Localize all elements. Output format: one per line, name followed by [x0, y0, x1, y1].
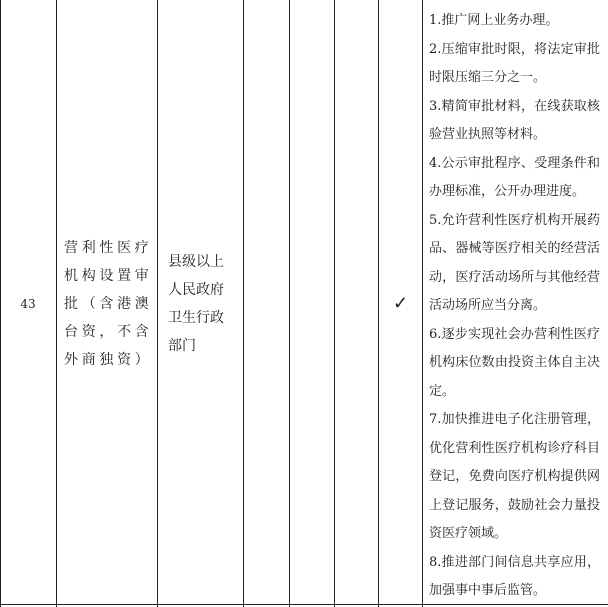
- empty-cell-3: [335, 0, 378, 607]
- empty-cell-2: [290, 0, 334, 607]
- measure-item: 3.精简审批材料，在线获取核验营业执照等材料。: [429, 98, 600, 142]
- department-name: 县级以上人民政府卫生行政部门: [168, 253, 224, 354]
- measure-item: 1.推广网上业务办理。: [429, 13, 559, 28]
- department-cell: [158, 0, 243, 607]
- reform-measures-cell: [423, 0, 608, 607]
- row-number-cell: [0, 0, 56, 607]
- measure-item: 2.压缩审批时限，将法定审批时限压缩三分之一。: [429, 41, 600, 85]
- project-name-cell: [56, 0, 157, 607]
- measure-item: 5.允许营利性医疗机构开展药品、器械等医疗相关的经营活动，医疗活动场所与其他经营活动场所应当分离。: [429, 212, 600, 313]
- row-number: 43: [20, 296, 36, 311]
- empty-cell-1: [244, 0, 289, 607]
- check-cell: [379, 0, 422, 607]
- measure-item: 6.逐步实现社会办营利性医疗机构床位数由投资主体自主决定。: [429, 326, 600, 399]
- measure-item: 4.公示审批程序、受理条件和办理标准，公开办理进度。: [429, 155, 600, 199]
- measure-item: 8.推进部门间信息共享应用，加强事中事后监管。: [429, 554, 600, 598]
- project-name: 营利性医疗机构设置审批（含港澳台资，不含外商独资）: [64, 239, 149, 368]
- check-mark-icon: ✓: [392, 293, 409, 314]
- measure-item: 7.加快推进电子化注册管理，优化营利性医疗机构诊疗科目登记，免费向医疗机构提供网上登记服务，鼓励社会力量投资医疗领域。: [429, 412, 600, 541]
